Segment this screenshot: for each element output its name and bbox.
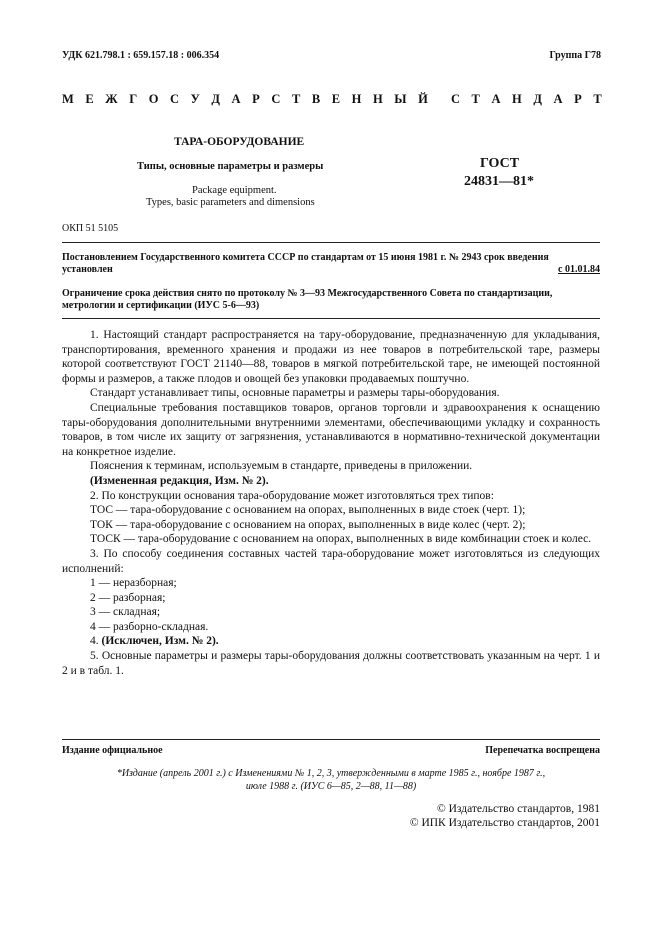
execution-2: 2 — разборная;	[90, 591, 166, 604]
banner-letter: Н	[372, 92, 383, 106]
type-tok: ТОК — тара-оборудование с основанием на опорах, выполненных в виде колес (черт. 2);	[90, 518, 526, 531]
execution-4: 4 — разборно-складная.	[90, 620, 209, 633]
banner-letter: Е	[85, 92, 94, 106]
interstate-standard-banner	[62, 92, 602, 107]
official-edition: Издание официальное	[62, 745, 163, 756]
header-divider	[62, 242, 600, 243]
banner-letter: Т	[471, 92, 480, 106]
banner-letter: С	[271, 92, 281, 106]
banner-letter: Й	[418, 92, 428, 106]
banner-letter: Т	[291, 92, 301, 106]
decree-line2: установлен	[62, 264, 113, 275]
reprint-prohibited: Перепечатка воспрещена	[485, 745, 600, 756]
limitation-line2: метрологии и сертификации (ИУС 5-6—93)	[62, 300, 260, 311]
edition-footnote-line2: июле 1988 г. (ИУС 6—85, 2—88, 11—88)	[245, 780, 417, 792]
banner-letter: Т	[593, 92, 602, 106]
copyright-block	[410, 802, 600, 830]
paragraph-3: Специальные требования поставщиков товаров, органов торговли и здравоохранения к оснащению тары-оборудования дополнительными внутренними элементами, обеспечивающими укладку и сохранность товаров, в том числе их защиту от загрязнения, устанавливаются в нормативно-технической документации на конкретное изделие.	[62, 401, 600, 458]
type-tos: ТОС — тара-оборудование с основанием на опорах, выполненных в виде стоек (черт. 1);	[90, 504, 526, 517]
paragraph-clause-2: 2. По конструкции основания тара-оборудование может изготовляться трех типов:	[90, 489, 494, 502]
paragraph-1: 1. Настоящий стандарт распространяется на тару-оборудование, предназначенную для укладывания, транспортирования, временного хранения и продажи из нее товаров в потребительской таре, размеры которой соответствуют ГОСТ 21140—88, товаров в мягкой потребительской таре, не имеющей постоянной формы и размеров, а также плодов и овощей без упаковки продаваемых поштучно.	[62, 329, 600, 385]
edition-footnote	[62, 768, 600, 793]
type-tosk: ТОСК — тара-оборудование с основанием на опорах, выполненных в виде комбинации стоек и колес.	[90, 533, 592, 546]
paragraph-2: Стандарт устанавливает типы, основные параметры и размеры тары-оборудования.	[90, 387, 500, 400]
standard-body	[62, 328, 600, 678]
decree-line1: Постановлением Государственного комитета СССР по стандартам от 15 июня 1981 г. № 2943 срок введения	[62, 252, 549, 263]
clause-4-number: 4.	[90, 635, 99, 648]
clause-4-text: (Исключен, Изм. № 2).	[101, 635, 219, 648]
banner-letter: А	[553, 92, 563, 106]
banner-letter: С	[450, 92, 460, 106]
paragraph-clause-3: 3. По способу соединения составных частей тара-оборудование может изготовляться из следующих исполнений:	[62, 547, 600, 575]
edition-footnote-line1: *Издание (апрель 2001 г.) с Изменениями № 1, 2, 3, утвержденными в марте 1985 г., ноябре 1987 г.,	[116, 768, 546, 779]
banner-letter: О	[148, 92, 159, 106]
english-title-line1: Package equipment.	[192, 185, 277, 196]
banner-letter: Д	[211, 92, 220, 106]
clause-4-excluded	[62, 634, 600, 649]
banner-letter: Ы	[394, 92, 407, 106]
banner-letter: А	[491, 92, 501, 106]
footer-divider	[62, 739, 600, 740]
banner-letter: Н	[351, 92, 362, 106]
limitation-line1: Ограничение срока действия снято по протоколу № 3—93 Межгосударственного Совета по стандартизации,	[62, 288, 553, 299]
banner-letter: У	[190, 92, 200, 106]
banner-letter: Р	[574, 92, 582, 106]
copyright-2001: © ИПК Издательство стандартов, 2001	[409, 817, 600, 829]
banner-letter: Г	[129, 92, 138, 106]
gost-number: 24831—81*	[464, 174, 534, 189]
banner-letter: В	[311, 92, 321, 106]
standard-title: ТАРА-ОБОРУДОВАНИЕ	[174, 136, 305, 148]
group-code: Группа Г78	[549, 50, 601, 61]
decree-divider	[62, 318, 600, 319]
amendment-note-1: (Измененная редакция, Изм. № 2).	[90, 474, 269, 487]
okp-code: ОКП 51 5105	[62, 223, 119, 234]
standard-subtitle: Типы, основные параметры и размеры	[137, 161, 324, 172]
execution-1: 1 — неразборная;	[90, 577, 177, 590]
english-title-line2: Types, basic parameters and dimensions	[146, 197, 315, 208]
banner-letter: Д	[533, 92, 542, 106]
paragraph-4: Пояснения к терминам, используемым в стандарте, приведены в приложении.	[90, 460, 473, 473]
banner-letter: С	[170, 92, 180, 106]
banner-letter: М	[62, 92, 74, 106]
udk-code: УДК 621.798.1 : 659.157.18 : 006.354	[62, 50, 220, 61]
introduction-date: с 01.01.84	[558, 264, 600, 275]
banner-letter: Е	[331, 92, 341, 106]
banner-letter: Р	[252, 92, 260, 106]
execution-3: 3 — складная;	[90, 606, 161, 619]
banner-letter: Ж	[105, 92, 118, 106]
paragraph-clause-5: 5. Основные параметры и размеры тары-оборудования должны соответствовать указанным на черт. 1 и 2 и в табл. 1.	[62, 650, 600, 677]
banner-letter: А	[231, 92, 241, 106]
gost-label: ГОСТ	[480, 156, 520, 171]
copyright-1981: © Издательство стандартов, 1981	[436, 803, 600, 815]
banner-letter: Н	[512, 92, 522, 106]
